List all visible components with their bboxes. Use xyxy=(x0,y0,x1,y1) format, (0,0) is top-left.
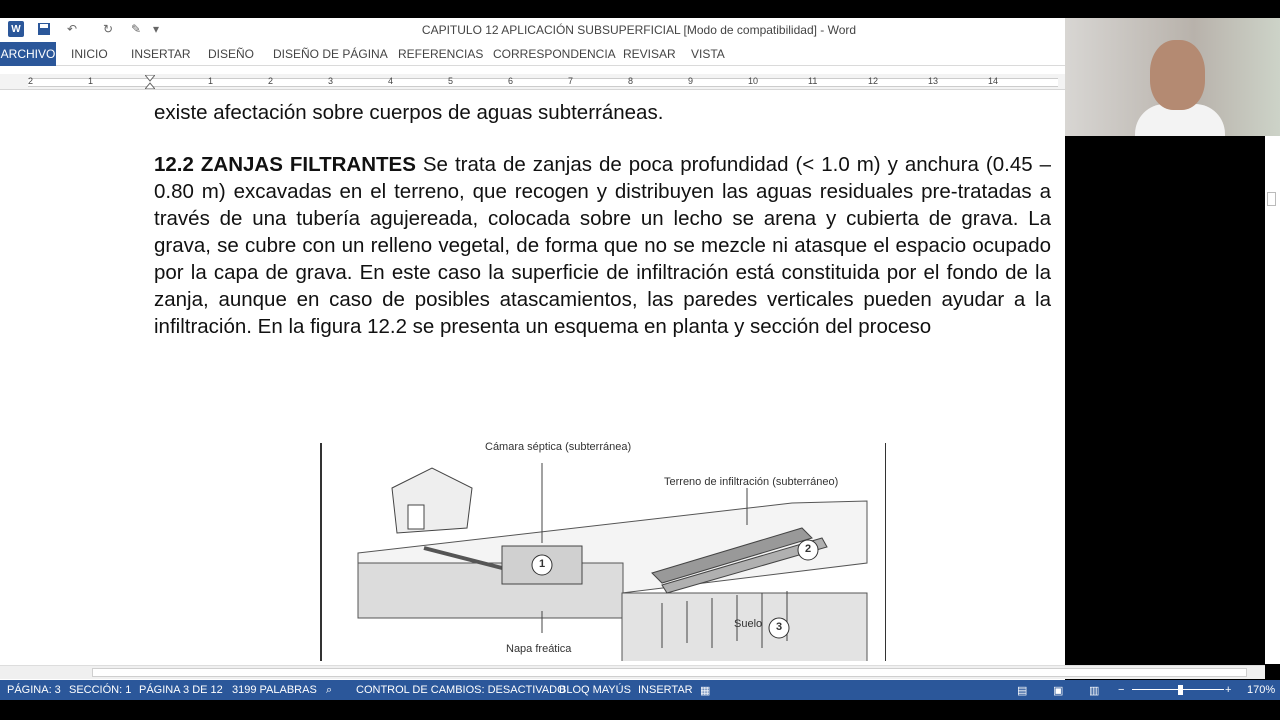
ruler-number: 7 xyxy=(568,76,574,86)
customize-qat-icon[interactable]: ▾ xyxy=(152,22,160,36)
proofing-icon[interactable]: ⌕ xyxy=(326,684,333,696)
tab-correspondencia[interactable]: CORRESPONDENCIA xyxy=(493,47,616,61)
zoom-in-icon[interactable]: + xyxy=(1225,684,1232,696)
label-number-1: 1 xyxy=(539,558,546,570)
tab-insertar[interactable]: INSERTAR xyxy=(131,47,191,61)
ruler-number: 3 xyxy=(328,76,334,86)
ruler-number: 8 xyxy=(628,76,634,86)
tab-archivo[interactable]: ARCHIVO xyxy=(0,42,56,66)
ruler-bar xyxy=(28,78,1058,87)
paragraph-zanjas-filtrantes[interactable] xyxy=(154,151,1051,340)
status-word-count[interactable]: 3199 PALABRAS xyxy=(232,684,317,696)
ruler-number: 2 xyxy=(268,76,274,86)
vertical-scroll-thumb[interactable] xyxy=(1267,192,1276,206)
status-track-changes[interactable]: CONTROL DE CAMBIOS: DESACTIVADO xyxy=(356,684,566,696)
label-soil: Suelo xyxy=(734,618,763,630)
tab-diseno-pagina[interactable]: DISEÑO DE PÁGINA xyxy=(273,47,388,61)
label-water-table: Napa freática xyxy=(506,643,572,655)
ruler-number: 10 xyxy=(748,76,759,86)
status-caps-lock[interactable]: BLOQ MAYÚS xyxy=(559,684,631,696)
window-title: CAPITULO 12 APLICACIÓN SUBSUPERFICIAL [Modo de compatibilidad] - Word xyxy=(421,23,857,37)
figure-12-2 xyxy=(320,443,886,661)
tab-inicio[interactable]: INICIO xyxy=(71,47,108,61)
ruler-number: 12 xyxy=(868,76,879,86)
status-zoom-level[interactable]: 170% xyxy=(1247,684,1276,696)
read-mode-icon[interactable]: ▤ xyxy=(1017,685,1028,697)
horizontal-scroll-thumb[interactable] xyxy=(92,668,1247,677)
ruler-number: 9 xyxy=(688,76,694,86)
zoom-out-icon[interactable]: − xyxy=(1118,684,1125,696)
vertical-scrollbar[interactable] xyxy=(1265,136,1280,664)
word-app-icon: W xyxy=(8,21,24,37)
tab-vista[interactable]: VISTA xyxy=(691,47,725,61)
macro-recording-icon[interactable]: ▦ xyxy=(700,685,711,697)
horizontal-ruler[interactable] xyxy=(0,74,1065,90)
status-bar xyxy=(0,680,1280,700)
section-heading: 12.2 ZANJAS FILTRANTES xyxy=(154,153,416,176)
label-septic-chamber: Cámara séptica (subterránea) xyxy=(485,441,632,453)
label-number-2: 2 xyxy=(805,543,812,555)
zoom-slider-handle[interactable] xyxy=(1178,685,1183,695)
touch-mode-icon[interactable]: ✎ xyxy=(130,22,142,36)
redo-icon[interactable]: ↻ xyxy=(102,22,114,36)
status-insert-mode[interactable]: INSERTAR xyxy=(638,684,693,696)
ruler-number: 2 xyxy=(28,76,34,86)
indent-marker-icon[interactable] xyxy=(145,75,155,89)
top-black-bar xyxy=(0,0,1280,18)
status-page[interactable]: PÁGINA: 3 xyxy=(7,684,61,696)
word-window xyxy=(0,18,1065,680)
ruler-number: 5 xyxy=(448,76,454,86)
paragraph-text: Se trata de zanjas de poca profundidad (< 1.0 m) y anchura (0.45 – 0.80 m) excavadas en el terreno, que recogen y distribuyen las aguas residuales pre-tratadas a través de una tubería agujereada, colocada sobre un lecho se arena y cubierta de grava. La grava, se cubre con un relleno vegetal, de forma que no se mezcle ni atasque el espacio ocupado por la capa de grava. En este caso la superficie de infiltración está constituida por el fondo de la zanja, aunque en caso de posibles atascamientos, las paredes verticales pueden ayudar a la infiltración. En la figura 12.2 se presenta un esquema en planta y sección del proceso xyxy=(154,153,1052,338)
ruler-number: 11 xyxy=(808,76,818,86)
document-area[interactable] xyxy=(0,91,1065,661)
horizontal-scrollbar[interactable] xyxy=(0,665,1265,679)
webcam-overlay xyxy=(1065,18,1280,136)
ruler-number: 1 xyxy=(88,76,94,86)
ruler-number: 4 xyxy=(388,76,394,86)
tab-revisar[interactable]: REVISAR xyxy=(623,47,676,61)
print-layout-icon[interactable]: ▣ xyxy=(1053,685,1064,697)
label-number-3: 3 xyxy=(776,621,783,633)
label-infiltration-terrain: Terreno de infiltración (subterráneo) xyxy=(664,476,839,488)
status-section[interactable]: SECCIÓN: 1 xyxy=(69,684,132,696)
person-face xyxy=(1150,40,1205,110)
tab-diseno[interactable]: DISEÑO xyxy=(208,47,255,61)
tab-referencias[interactable]: REFERENCIAS xyxy=(398,47,484,61)
ribbon-tabs xyxy=(0,42,1065,66)
ruler-number: 13 xyxy=(928,76,939,86)
web-layout-icon[interactable]: ▥ xyxy=(1089,685,1100,697)
status-page-of[interactable]: PÁGINA 3 DE 12 xyxy=(139,684,223,696)
body-line-partial[interactable]: existe afectación sobre cuerpos de aguas subterráneas. xyxy=(154,101,664,124)
ruler-number: 6 xyxy=(508,76,514,86)
undo-icon[interactable]: ↶ xyxy=(66,22,78,36)
ruler-number: 14 xyxy=(988,76,999,86)
ruler-number: 1 xyxy=(208,76,214,86)
bottom-black-bar xyxy=(0,700,1280,720)
